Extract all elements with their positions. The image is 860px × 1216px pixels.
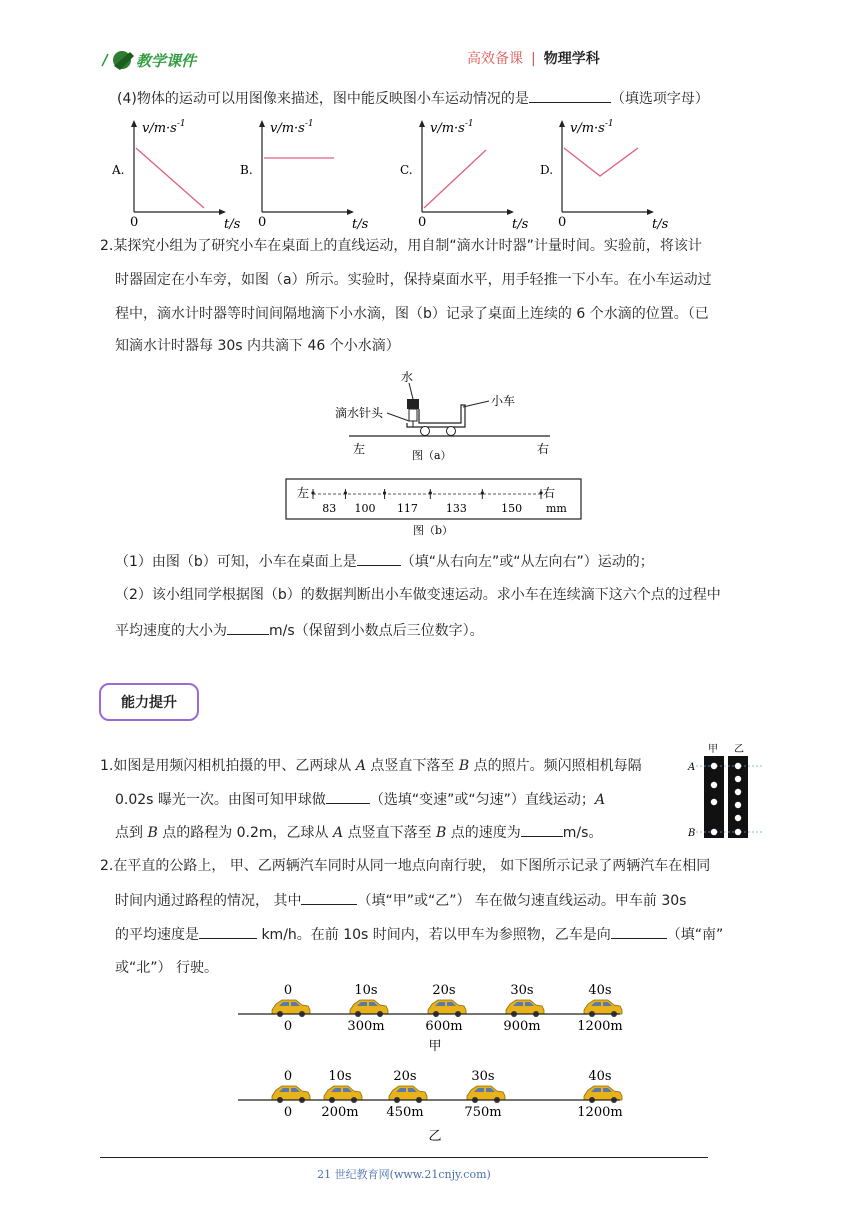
time-label: 10s (354, 983, 378, 998)
distance-label: 900m (503, 1019, 541, 1034)
answer-blank (227, 620, 269, 635)
option-label: C. (400, 163, 413, 177)
wheel (421, 427, 430, 436)
right-label: 右 (537, 442, 550, 456)
option-label: D. (540, 163, 554, 177)
water-drop (481, 491, 484, 494)
velocity-line (136, 148, 204, 208)
distance-label: 200m (321, 1105, 359, 1120)
answer-blank (529, 88, 611, 103)
left-label: 左 (297, 486, 310, 500)
p2-line: 程中，滴水计时器等时间间隔地滴下小水滴，图（b）记录了桌面上连续的 6 个水滴的位置。（已 (115, 306, 709, 322)
footer-rule (100, 1157, 708, 1158)
water-drop (344, 491, 347, 494)
c2-line: 或“北”） 行驶。 (115, 960, 218, 976)
x-axis-arrow (647, 209, 654, 215)
interval-label: 83 (322, 502, 337, 515)
distance-label: 600m (425, 1019, 463, 1034)
interval-label: 150 (501, 502, 523, 515)
x-axis-arrow (219, 209, 226, 215)
section-title: 能力提升 (99, 683, 199, 721)
time-label: 0 (283, 983, 293, 998)
water-drop (429, 491, 432, 494)
x-axis-label: t/s (512, 217, 529, 230)
c1-line: 1.如图是用频闪相机拍摄的甲、乙两球从 A 点竖直下落至 B 点的照片。频闪照相机每隔 (100, 758, 642, 774)
answer-blank (301, 890, 357, 905)
p2-sub2: 平均速度的大小为 m/s（保留到小数点后三位数字）。 (115, 620, 484, 641)
jia-label: 甲 (708, 744, 718, 755)
point-b-label: B (688, 828, 696, 839)
answer-blank (199, 924, 257, 939)
origin-label: 0 (418, 215, 427, 230)
distance-label: 1200m (577, 1105, 623, 1120)
distance-label: 0 (283, 1019, 293, 1034)
c2-line: 时间内通过路程的情况， 其中 （填“甲”或“乙”） 车在做匀速直线运动。甲车前 30s (115, 890, 686, 911)
x-axis-label: t/s (352, 217, 369, 230)
p2-line: 知滴水计时器每 30s 内共滴下 46 个小水滴） (115, 338, 400, 354)
water-label: 水 (401, 370, 414, 384)
logo-icon (100, 44, 230, 76)
p2-sub2: （2）该小组同学根据图（b）的数据判断出小车做变速运动。求小车在连续滴下这六个点的过程中 (115, 587, 721, 603)
logo-text: 教学课件 (136, 52, 197, 70)
right-label: 右 (543, 486, 556, 500)
answer-blank (521, 822, 563, 837)
figure-a (325, 365, 565, 465)
needle-label: 滴水针头 (335, 406, 384, 420)
distance-label: 450m (386, 1105, 424, 1120)
time-label: 10s (328, 1069, 352, 1084)
water-drop (539, 491, 542, 494)
answer-blank (611, 924, 667, 939)
header-right (467, 48, 600, 68)
velocity-line (424, 150, 486, 208)
yi-label: 乙 (734, 744, 744, 755)
footer-text: 21 世纪教育网(www.21cnjy.com) (317, 1168, 491, 1181)
origin-label: 0 (258, 215, 267, 230)
y-axis-label: $v/m\cdot s^{-1}$ (142, 119, 186, 136)
y-axis-label: $v/m\cdot s^{-1}$ (270, 119, 314, 136)
header-label: 高效备课 (467, 51, 523, 67)
cart-label: 小车 (491, 394, 516, 408)
option-label: B. (240, 163, 253, 177)
p2-line: 2.某探究小组为了研究小车在桌面上的直线运动，用自制“滴水计时器”计量时间。实验前，将该计 (100, 238, 702, 254)
car-group-label: 甲 (428, 1039, 442, 1054)
y-axis-arrow (259, 120, 265, 127)
time-label: 30s (471, 1069, 495, 1084)
y-axis-arrow (131, 120, 137, 127)
water-container (407, 399, 419, 409)
wheel (447, 427, 456, 436)
unit-label: mm (546, 502, 567, 515)
fig-a-caption: 图（a） (412, 449, 452, 462)
point-a-label: A (688, 762, 696, 773)
y-axis-label: $v/m\cdot s^{-1}$ (570, 119, 614, 136)
c2-line: 2.在平直的公路上， 甲、乙两辆汽车同时从同一地点向南行驶， 如下图所示记录了两辆汽车在相同 (100, 858, 711, 874)
p2-sub1: （1）由图（b）可知，小车在桌面上是 （填“从右向左”或“从左向右”）运动的； (115, 551, 654, 572)
time-label: 20s (432, 983, 456, 998)
figure-b (285, 478, 585, 540)
water-drop (311, 491, 314, 494)
x-axis-label: t/s (652, 217, 669, 230)
option-label: A. (112, 163, 125, 177)
distance-label: 1200m (577, 1019, 623, 1034)
interval-label: 133 (445, 502, 467, 515)
interval-label: 100 (354, 502, 376, 515)
c2-line: 的平均速度是 km/h。在前 10s 时间内，若以甲车为参照物，乙车是向 （填“南” (115, 924, 723, 945)
y-axis-arrow (559, 120, 565, 127)
header-logo (100, 44, 230, 76)
c1-line: 点到 B 点的路程为 0.2m，乙球从 A 点竖直下落至 B 点的速度为 m/s。 (115, 822, 602, 843)
strobe-photo (684, 740, 764, 840)
x-axis-arrow (507, 209, 514, 215)
water-drop (383, 491, 386, 494)
distance-label: 750m (464, 1105, 502, 1120)
interval-label: 117 (396, 502, 418, 515)
time-label: 20s (393, 1069, 417, 1084)
velocity-line (564, 148, 638, 176)
fig-b-caption: 图（b） (413, 524, 454, 537)
time-label: 0 (283, 1069, 293, 1084)
distance-label: 300m (347, 1019, 385, 1034)
answer-blank (357, 551, 401, 566)
x-axis-arrow (347, 209, 354, 215)
time-label: 40s (588, 983, 612, 998)
header-subject: 物理学科 (543, 51, 600, 67)
q4-question: (4)物体的运动可以用图像来描述，图中能反映图小车运动情况的是 （填选项字母） (117, 88, 709, 109)
y-axis-label: $v/m\cdot s^{-1}$ (430, 119, 474, 136)
left-label: 左 (353, 442, 366, 456)
c1-line: 0.02s 曝光一次。由图可知甲球做 （选填“变速”或“匀速”）直线运动；A (115, 789, 605, 810)
origin-label: 0 (130, 215, 139, 230)
distance-label: 0 (283, 1105, 293, 1120)
cars-figure (230, 980, 630, 1145)
x-axis-label: t/s (224, 217, 241, 230)
time-label: 30s (510, 983, 534, 998)
y-axis-arrow (419, 120, 425, 127)
header-separator: | (531, 51, 536, 67)
answer-blank (326, 789, 370, 804)
q4-graphs (100, 112, 700, 230)
origin-label: 0 (558, 215, 567, 230)
time-label: 40s (588, 1069, 612, 1084)
p2-line: 时器固定在小车旁，如图（a）所示。实验时，保持桌面水平，用手轻推一下小车。在小车运动过 (115, 272, 712, 288)
car-group-label: 乙 (428, 1129, 442, 1144)
